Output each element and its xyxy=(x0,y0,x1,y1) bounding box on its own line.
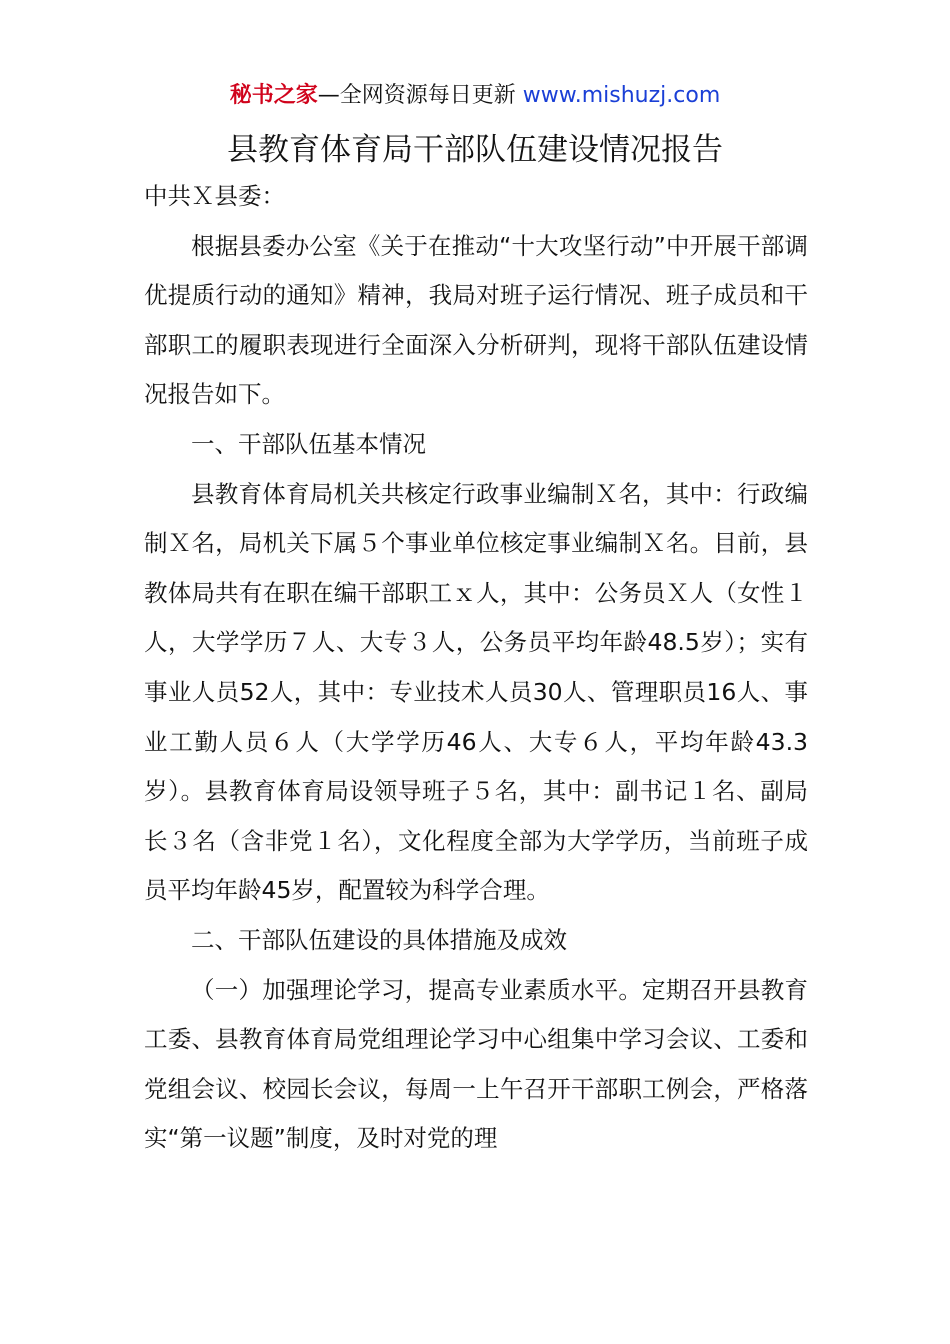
section-heading-1: 一、干部队伍基本情况 xyxy=(191,429,426,458)
document-title: 县教育体育局干部队伍建设情况报告 xyxy=(227,132,723,168)
site-brand: 秘书之家 xyxy=(229,83,318,108)
intro-paragraph: 根据县委办公室《关于在推动“十大攻坚行动”中开展干部调优提质行动的通知》精神，我局对班子运行情况、班子成员和干部职工的履职表现进行全面深入分析研判，现将干部队伍建设情况报告如下。 xyxy=(144,231,808,409)
section-heading-2: 二、干部队伍建设的具体措施及成效 xyxy=(191,925,567,954)
salutation: 中共Ｘ县委： xyxy=(144,182,285,210)
site-banner xyxy=(0,80,950,112)
document-body xyxy=(144,172,808,1164)
site-tagline: —全网资源每日更新 xyxy=(317,83,523,108)
measure-paragraph-1: （一）加强理论学习，提高专业素质水平。定期召开县教育工委、县教育体育局党组理论学习中心组集中学习会议、工委和党组会议、校园长会议，每周一上午召开干部职工例会，严格落实“第一议题”制度，及时对党的理 xyxy=(144,975,808,1153)
site-url-link[interactable]: www.mishuzj.com xyxy=(522,83,721,108)
basic-info-paragraph: 县教育体育局机关共核定行政事业编制Ｘ名，其中：行政编制Ｘ名，局机关下属５个事业单位核定事业编制Ｘ名。目前，县教体局共有在职在编干部职工ｘ人，其中：公务员Ｘ人（女性１人，大学学历７人、大专３人，公务员平均年龄48.5岁）；实有事业人员52人，其中：专业技术人员30人、管理职员16人、事业工勤人员６人（大学学历46人、大专６人，平均年龄43.3岁）。县教育体育局设领导班子５名，其中：副书记１名、副局长３名（含非党１名），文化程度全部为大学学历，当前班子成员平均年龄45岁，配置较为科学合理。 xyxy=(144,479,808,905)
